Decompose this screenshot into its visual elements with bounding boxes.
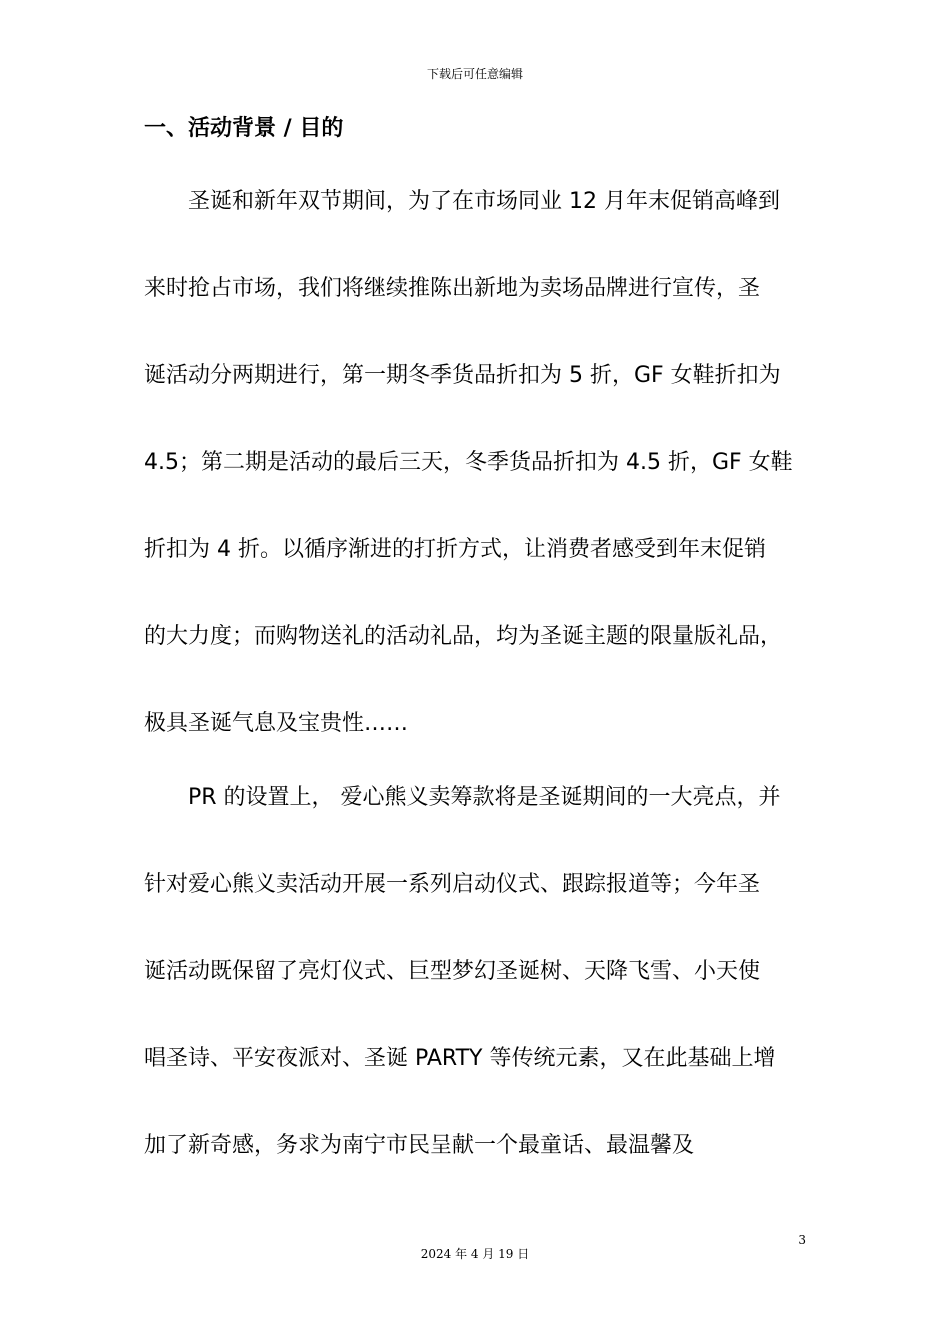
footer-date: 2024 年 4 月 19 日 [420,1247,530,1261]
paragraph-line: 极具圣诞气息及宝贵性…… [144,711,409,736]
page-header-note: 下载后可任意编辑 [426,67,523,81]
paragraph-line: 诞活动既保留了亮灯仪式、巨型梦幻圣诞树、天降飞雪、小天使 [144,959,761,984]
paragraph-line: 的大力度；而购物送礼的活动礼品，均为圣诞主题的限量版礼品， [144,624,783,649]
paragraph-line: 加了新奇感，务求为南宁市民呈献一个最童话、最温馨及 [144,1133,695,1158]
paragraph-background-1 [144,158,824,767]
paragraph-line: 唱圣诗、平安夜派对、圣诞 PARTY 等传统元素，又在此基础上增 [144,1046,776,1071]
paragraph-line: PR 的设置上， 爱心熊义卖筹款将是圣诞期间的一大亮点，并 [144,785,781,810]
paragraph-pr-setup [144,754,824,1189]
section-heading: 一、活动背景 / 目的 [144,116,344,141]
paragraph-line: 4.5；第二期是活动的最后三天，冬季货品折扣为 4.5 折，GF 女鞋 [144,450,793,475]
paragraph-line: 折扣为 4 折。以循序渐进的打折方式，让消费者感受到年末促销 [144,537,766,562]
paragraph-line: 来时抢占市场，我们将继续推陈出新地为卖场品牌进行宣传，圣 [144,276,761,301]
paragraph-line: 诞活动分两期进行，第一期冬季货品折扣为 5 折，GF 女鞋折扣为 [144,363,781,388]
page-number: 3 [798,1233,806,1247]
paragraph-line: 圣诞和新年双节期间，为了在市场同业 12 月年末促销高峰到 [144,189,780,214]
paragraph-line: 针对爱心熊义卖活动开展一系列启动仪式、跟踪报道等；今年圣 [144,872,761,897]
